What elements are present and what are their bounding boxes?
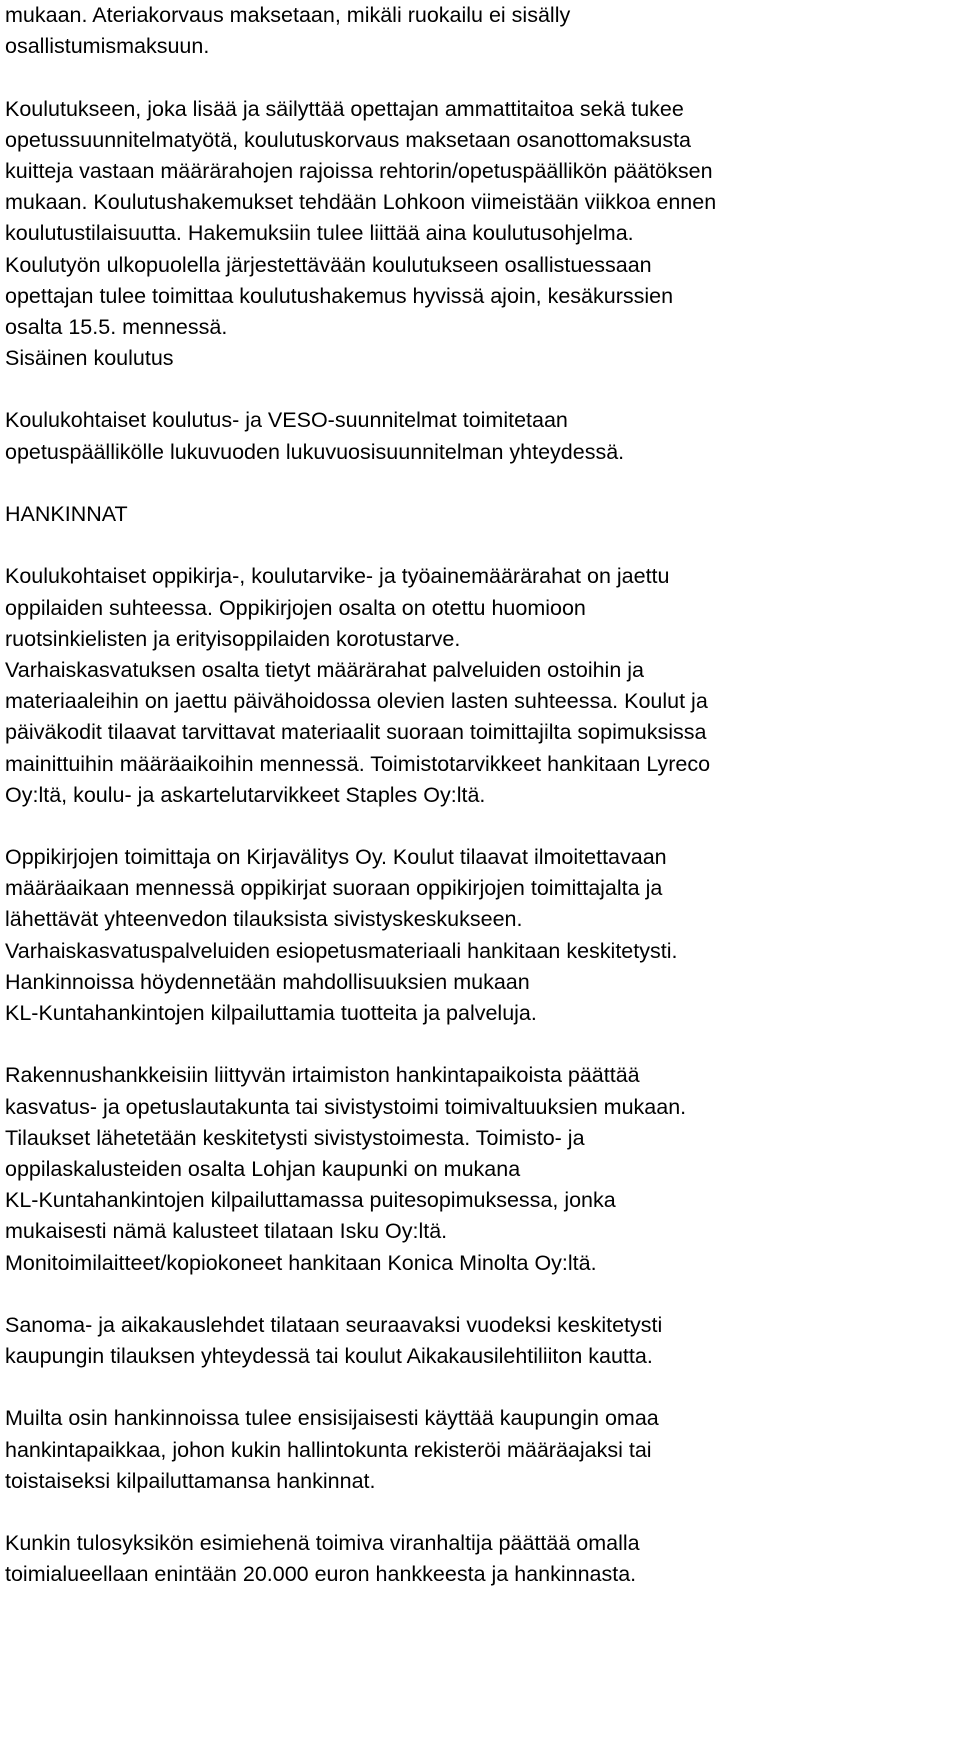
- text-line: osallistumismaksuun.: [5, 34, 210, 59]
- text-line: Oy:ltä, koulu- ja askartelutarvikkeet Staples Oy:ltä.: [5, 782, 486, 807]
- text-line: kuitteja vastaan määrärahojen rajoissa rehtorin/opetuspäällikön päätöksen: [5, 158, 713, 183]
- text-line: oppilaiden suhteessa. Oppikirjojen osalta on otettu huomioon: [5, 595, 586, 620]
- paragraph-gap: [5, 374, 960, 405]
- text-line: koulutustilaisuutta. Hakemuksiin tulee liittää aina koulutusohjelma.: [5, 221, 634, 246]
- text-line: KL-Kuntahankintojen kilpailuttamassa puitesopimuksessa, jonka: [5, 1188, 616, 1213]
- text-line: mukaisesti nämä kalusteet tilataan Isku Oy:ltä.: [5, 1219, 448, 1244]
- text-line: toistaiseksi kilpailuttamansa hankinnat.: [5, 1468, 376, 1493]
- text-line: Sisäinen koulutus: [5, 346, 174, 371]
- paragraph-gap: [5, 1497, 960, 1528]
- text-line: Koulutyön ulkopuolella järjestettävään koulutukseen osallistuessaan: [5, 252, 652, 277]
- text-line: kasvatus- ja opetuslautakunta tai sivistystoimi toimivaltuuksien mukaan.: [5, 1094, 687, 1119]
- text-line: mukaan. Koulutushakemukset tehdään Lohkoon viimeistään viikkoa ennen: [5, 190, 717, 215]
- text-line: kaupungin tilauksen yhteydessä tai koulut Aikakausilehtiliiton kautta.: [5, 1344, 653, 1369]
- paragraph-gap: [5, 530, 960, 561]
- text-line: Sanoma- ja aikakauslehdet tilataan seuraavaksi vuodeksi keskitetysti: [5, 1312, 663, 1337]
- text-line: Rakennushankkeisiin liittyvän irtaimiston hankintapaikoista päättää: [5, 1063, 640, 1088]
- text-line: Koulukohtaiset oppikirja-, koulutarvike- ja työainemäärärahat on jaettu: [5, 564, 670, 589]
- text-line: osalta 15.5. mennessä.: [5, 314, 228, 339]
- text-line: opetuspäällikölle lukuvuoden lukuvuosisuunnitelman yhteydessä.: [5, 439, 625, 464]
- text-line: Koulutukseen, joka lisää ja säilyttää opettajan ammattitaitoa sekä tukee: [5, 96, 684, 121]
- text-line: Koulukohtaiset koulutus- ja VESO-suunnitelmat toimitetaan: [5, 408, 568, 433]
- text-line: Oppikirjojen toimittaja on Kirjavälitys Oy. Koulut tilaavat ilmoitettavaan: [5, 845, 667, 870]
- text-line: päiväkodit tilaavat tarvittavat materiaalit suoraan toimittajilta sopimuksissa: [5, 720, 707, 745]
- text-line: toimialueellaan enintään 20.000 euron hankkeesta ja hankinnasta.: [5, 1562, 637, 1587]
- text-line: määräaikaan mennessä oppikirjat suoraan oppikirjojen toimittajalta ja: [5, 876, 663, 901]
- text-line: mainittuihin määräaikoihin mennessä. Toimistotarvikkeet hankitaan Lyreco: [5, 751, 711, 776]
- text-line: Tilaukset lähetetään keskitetysti sivistystoimesta. Toimisto- ja: [5, 1125, 585, 1150]
- text-line: mukaan. Ateriakorvaus maksetaan, mikäli ruokailu ei sisälly: [5, 3, 571, 27]
- paragraph-gap: [5, 811, 960, 842]
- paragraph-gap: [5, 62, 960, 93]
- text-line: Hankinnoissa höydennetään mahdollisuuksien mukaan: [5, 969, 530, 994]
- text-line: HANKINNAT: [5, 502, 128, 526]
- text-line: opetussuunnitelmatyötä, koulutuskorvaus maksetaan osanottomaksusta: [5, 127, 692, 152]
- text-line: Kunkin tulosyksikön esimiehenä toimiva viranhaltija päättää omalla: [5, 1531, 640, 1556]
- text-line: Varhaiskasvatuksen osalta tietyt määrärahat palveluiden ostoihin ja: [5, 657, 644, 682]
- paragraph-gap: [5, 1279, 960, 1310]
- text-line: materiaaleihin on jaettu päivähoidossa olevien lasten suhteessa. Koulut ja: [5, 689, 708, 714]
- text-line: opettajan tulee toimittaa koulutushakemus hyvissä ajoin, kesäkurssien: [5, 283, 674, 308]
- text-line: lähettävät yhteenvedon tilauksista sivistyskeskukseen.: [5, 907, 523, 932]
- text-line: oppilaskalusteiden osalta Lohjan kaupunki on mukana: [5, 1156, 521, 1181]
- paragraph-gap: [5, 1372, 960, 1403]
- text-line: hankintapaikkaa, johon kukin hallintokunta rekisteröi määräajaksi tai: [5, 1437, 652, 1462]
- text-line: ruotsinkielisten ja erityisoppilaiden korotustarve.: [5, 626, 461, 651]
- text-line: KL-Kuntahankintojen kilpailuttamia tuotteita ja palveluja.: [5, 1001, 537, 1025]
- text-line: Varhaiskasvatuspalveluiden esiopetusmateriaali hankitaan keskitetysti.: [5, 938, 678, 963]
- text-line: Monitoimilaitteet/kopiokoneet hankitaan Konica Minolta Oy:ltä.: [5, 1250, 597, 1275]
- text-line: Muilta osin hankinnoissa tulee ensisijaisesti käyttää kaupungin omaa: [5, 1406, 659, 1431]
- paragraph-gap: [5, 468, 960, 499]
- paragraph-gap: [5, 1029, 960, 1060]
